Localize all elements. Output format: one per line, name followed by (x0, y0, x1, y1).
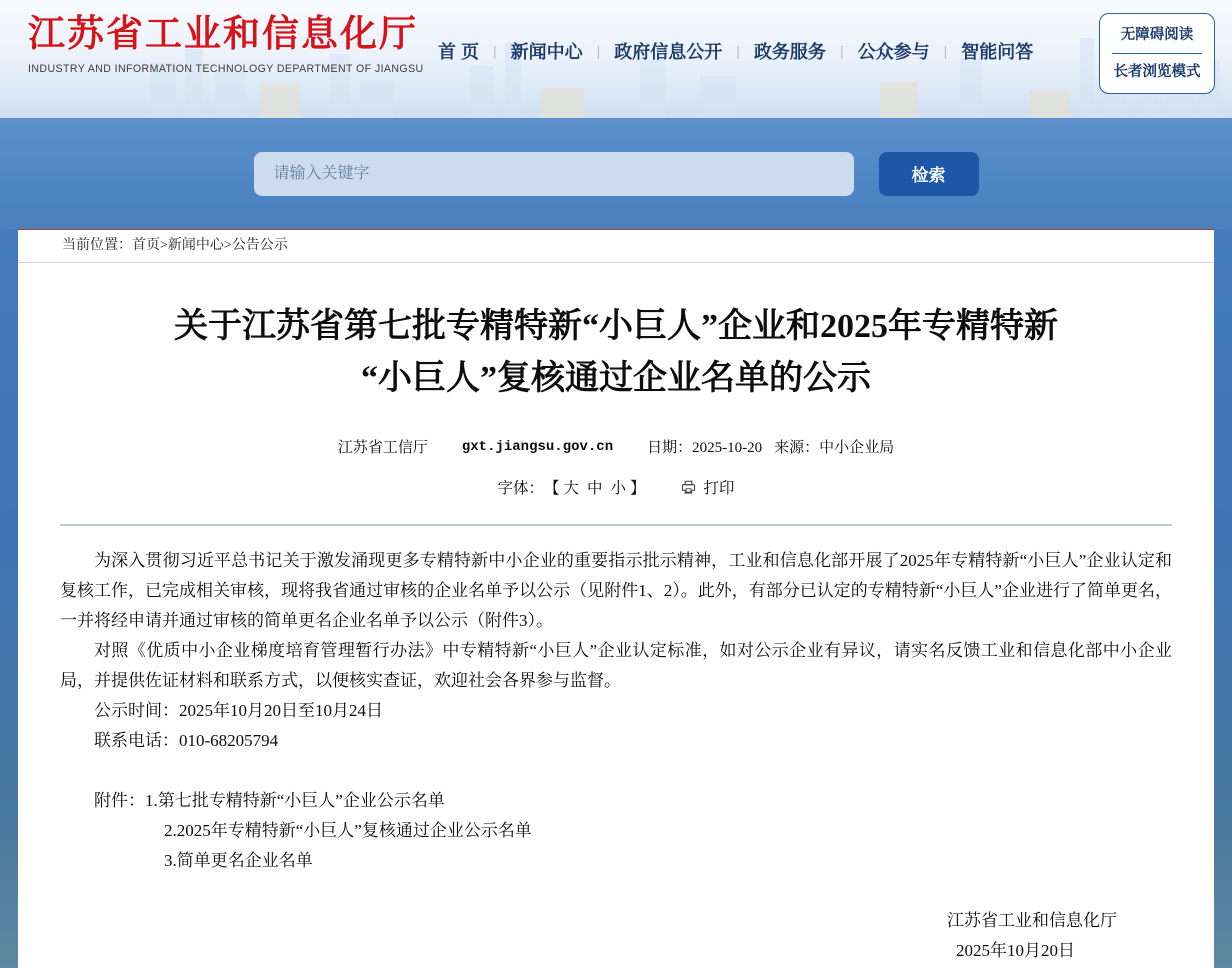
breadcrumb-separator: > (223, 238, 232, 253)
font-controls (60, 476, 1172, 498)
site-logo-title: 江苏省工业和信息化厅 (28, 13, 418, 54)
nav-item-news[interactable]: 新闻中心 (510, 42, 583, 62)
article-meta (60, 436, 1172, 457)
breadcrumb-announcements[interactable]: 公告公示 (231, 238, 288, 253)
nav-separator: | (943, 43, 948, 59)
font-size-medium-button[interactable]: 中 (586, 480, 603, 497)
attachments-label: 附件： (94, 791, 145, 810)
signature (60, 906, 1172, 966)
breadcrumb-label: 当前位置： (62, 238, 132, 253)
breadcrumb-home[interactable]: 首页 (132, 238, 160, 253)
nav-separator: | (493, 43, 497, 59)
article-title-line-2: “小巨人”复核通过企业名单的公示 (361, 360, 871, 397)
nav-separator: | (596, 43, 601, 59)
font-bracket-open: 【 (543, 480, 560, 497)
accessible-reading-button[interactable]: 无障碍阅读 (1120, 27, 1194, 43)
nav-item-services[interactable]: 政务服务 (753, 42, 826, 62)
paragraph: 对照《优质中小企业梯度培育管理暂行办法》中专精特新“小巨人”企业认定标准，如对公示企业有异议，请实名反馈工业和信息化部中小企业局，并提供佐证材料和联系方式，以便核实查证，欢迎社会各界参与监督。 (60, 641, 1172, 690)
search-input[interactable] (254, 152, 854, 196)
signature-department: 江苏省工业和信息化厅 (947, 911, 1117, 930)
article-body (60, 546, 1172, 966)
font-size-label: 字体： (497, 480, 544, 497)
search-banner (0, 118, 1232, 229)
font-size-small-button[interactable]: 小 (610, 480, 627, 497)
search-button[interactable]: 检索 (879, 152, 979, 196)
attachments (60, 786, 1172, 876)
signature-date: 2025年10月20日 (956, 941, 1075, 960)
section-divider (60, 524, 1172, 526)
print-label: 打印 (703, 480, 735, 497)
meta-source: 来源：中小企业局 (774, 440, 895, 456)
breadcrumb-news[interactable]: 新闻中心 (167, 238, 224, 253)
font-bracket-close: 】 (630, 480, 646, 497)
meta-date: 日期：2025-10-20 (647, 440, 763, 456)
paragraph: 为深入贯彻习近平总书记关于激发涌现更多专精特新中小企业的重要指示批示精神，工业和信息化部开展了2025年专精特新“小巨人”企业认定和复核工作，已完成相关审核，现将我省通过审核的企业名单予以公示（见附件1、2）。此外，有部分已认定的专精特新“小巨人”企业进行了简单更名，一并将经申请并通过审核的简单更名企业名单予以公示（附件3）。 (60, 551, 1172, 630)
breadcrumb (18, 230, 1214, 263)
contact-phone: 联系电话：010-68205794 (94, 731, 279, 750)
meta-website: gxt.jiangsu.gov.cn (461, 438, 614, 455)
attachment-link-3[interactable]: 3.简单更名企业名单 (164, 851, 313, 870)
publicity-period: 公示时间：2025年10月20日至10月24日 (94, 701, 383, 720)
content-panel (18, 229, 1214, 968)
elder-mode-button[interactable]: 长者浏览模式 (1113, 64, 1201, 80)
nav-item-gov-info[interactable]: 政府信息公开 (614, 42, 723, 62)
nav-item-participation[interactable]: 公众参与 (857, 42, 930, 62)
accessibility-divider (1112, 53, 1202, 54)
main-nav (424, 38, 1047, 64)
print-button[interactable] (680, 476, 735, 498)
article-title-line-1: 关于江苏省第七批专精特新“小巨人”企业和2025年专精特新 (174, 308, 1058, 345)
site-header (0, 0, 1232, 118)
attachment-link-2[interactable]: 2.2025年专精特新“小巨人”复核通过企业公示名单 (164, 821, 532, 840)
nav-item-home[interactable]: 首 页 (438, 42, 480, 62)
breadcrumb-separator: > (160, 238, 168, 253)
site-logo-subtitle: INDUSTRY AND INFORMATION TECHNOLOGY DEPARTMENT OF JIANGSU (28, 63, 424, 75)
printer-icon (680, 479, 697, 495)
meta-department: 江苏省工信厅 (337, 440, 428, 456)
nav-item-smart-qa[interactable]: 智能问答 (961, 42, 1034, 62)
nav-separator: | (736, 43, 740, 59)
attachment-link-1[interactable]: 1.第七批专精特新“小巨人”企业公示名单 (145, 791, 445, 810)
site-logo[interactable] (28, 10, 424, 75)
article-title (60, 301, 1172, 405)
article (18, 301, 1214, 966)
nav-separator: | (839, 43, 844, 59)
accessibility-panel (1099, 13, 1215, 94)
font-size-large-button[interactable]: 大 (563, 480, 579, 497)
